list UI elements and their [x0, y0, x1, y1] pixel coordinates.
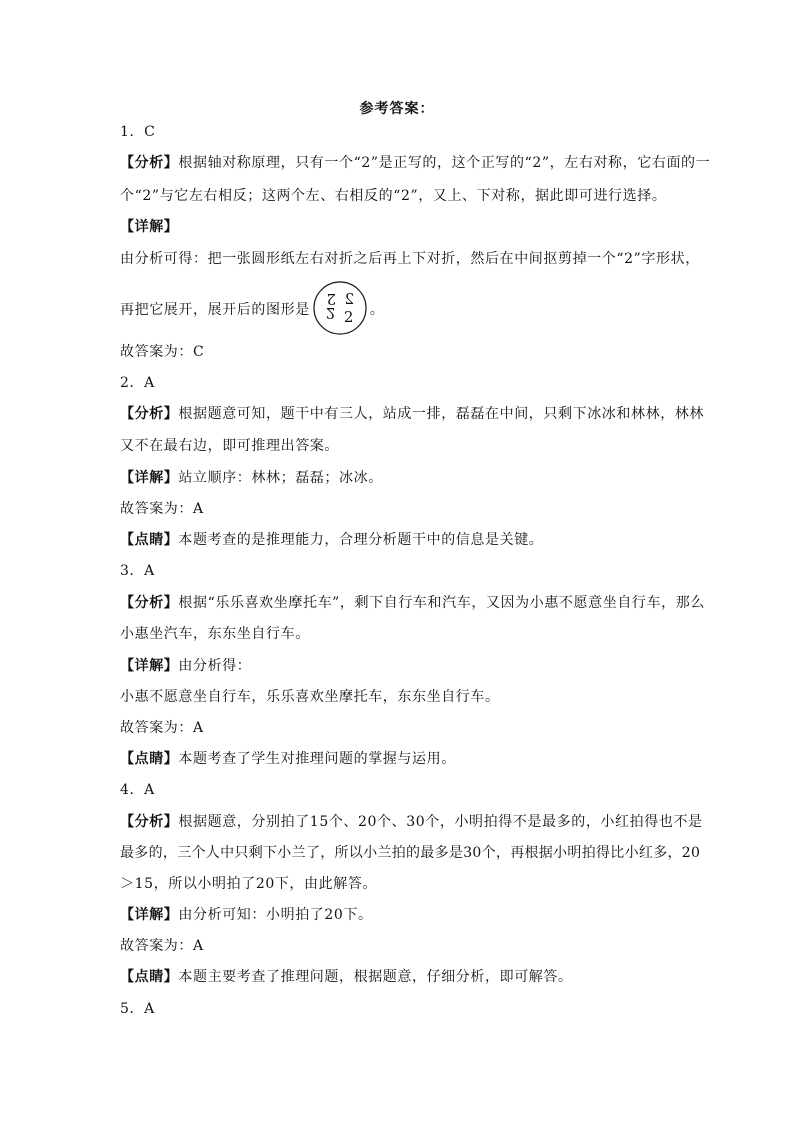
q2-note-text: 本题考查的是推理能力，合理分析题干中的信息是关键。	[178, 532, 544, 548]
q4-analysis-line-3: ＞15，所以小明拍了20下，由此解答。	[120, 876, 378, 892]
digit-2-rotated: 2	[325, 290, 336, 308]
q1-detail-text-after: 。	[369, 302, 385, 318]
q3-note-text: 本题考查了学生对推理问题的掌握与运用。	[178, 751, 456, 767]
q2-detail-tag: 【详解】	[120, 470, 179, 486]
q4-note-tag: 【点睛】	[120, 969, 179, 985]
folded-circle-figure	[312, 280, 368, 336]
q2-analysis-line-2: 又不在最右边，即可推理出答案。	[120, 438, 339, 454]
q4-analysis-line-1	[120, 812, 703, 832]
q2-analysis-text-1: 根据题意可知，题干中有三人，站成一排，磊磊在中间，只剩下冰冰和林林，林林	[178, 406, 705, 422]
q3-final-answer: 故答案为：A	[120, 720, 204, 736]
digit-2-mirrored: 2	[343, 290, 354, 308]
q3-detail-line	[120, 656, 680, 676]
q3-detail-tag: 【详解】	[120, 658, 179, 674]
digit-2-upright: 2	[343, 308, 354, 326]
q1-analysis-tag: 【分析】	[120, 155, 179, 171]
q3-analysis-line-2: 小惠坐汽车，东东坐自行车。	[120, 626, 310, 642]
q3-analysis-line-1	[120, 593, 705, 613]
q2-note-tag: 【点睛】	[120, 532, 179, 548]
q3-analysis-tag: 【分析】	[120, 595, 179, 611]
q2-final-answer: 故答案为：A	[120, 501, 204, 517]
q3-note-tag: 【点睛】	[120, 751, 179, 767]
q4-detail-text: 由分析可知：小明拍了20下。	[178, 907, 373, 923]
digit-2-flipped: 2	[325, 304, 336, 322]
q1-analysis-line-2: 个“2”与它左右相反；这两个左、右相反的“2”，又上、下对称，据此即可进行选择。	[120, 188, 667, 204]
q4-analysis-text-1: 根据题意，分别拍了15个、20个、30个，小明拍得不是最多的，小红拍得也不是	[178, 814, 703, 830]
q1-detail-line-2	[120, 282, 680, 338]
q4-analysis-tag: 【分析】	[120, 814, 179, 830]
q3-detail-text: 由分析得：	[178, 658, 252, 674]
q1-detail-text-before: 再把它展开，展开后的图形是	[120, 302, 310, 318]
q1-analysis-text-1: 根据轴对称原理，只有一个“2”是正写的，这个正写的“2”，左右对称，它右面的一	[178, 155, 711, 171]
q4-detail-line	[120, 905, 680, 925]
q1-analysis-line-1	[120, 153, 711, 173]
q4-analysis-line-2: 最多的，三个人中只剩下小兰了，所以小兰拍的最多是30个，再根据小明拍得比小红多，20	[120, 845, 701, 861]
page-title: 参考答案：	[359, 101, 435, 117]
q4-note-line	[120, 967, 680, 987]
q1-answer-head: 1．C	[120, 124, 156, 140]
q2-detail-line	[120, 468, 680, 488]
q2-analysis-tag: 【分析】	[120, 406, 179, 422]
circle-outline	[314, 282, 366, 334]
q3-answer-head: 3．A	[120, 563, 155, 579]
q2-answer-head: 2．A	[120, 375, 155, 391]
q3-note-line	[120, 749, 680, 769]
q4-final-answer: 故答案为：A	[120, 938, 204, 954]
q3-analysis-text-1: 根据“乐乐喜欢坐摩托车”，剩下自行车和汽车，又因为小惠不愿意坐自行车，那么	[178, 595, 705, 611]
circle-2-figure-svg	[312, 280, 368, 336]
q4-note-text: 本题主要考查了推理问题，根据题意，仔细分析，即可解答。	[178, 969, 573, 985]
q2-note-line	[120, 530, 680, 550]
q2-analysis-line-1	[120, 404, 705, 424]
q5-answer-head: 5．A	[120, 1001, 155, 1017]
q1-detail-line-1: 由分析可得：把一张圆形纸左右对折之后再上下对折，然后在中间抠剪掉一个“2”字形状，	[120, 251, 700, 267]
q3-detail-line-2: 小惠不愿意坐自行车，乐乐喜欢坐摩托车，东东坐自行车。	[120, 689, 500, 705]
q4-answer-head: 4．A	[120, 782, 155, 798]
q1-detail-tag: 【详解】	[120, 219, 179, 235]
q1-final-answer: 故答案为：C	[120, 344, 205, 360]
q4-detail-tag: 【详解】	[120, 907, 179, 923]
q2-detail-text: 站立顺序：林林；磊磊；冰冰。	[178, 470, 383, 486]
